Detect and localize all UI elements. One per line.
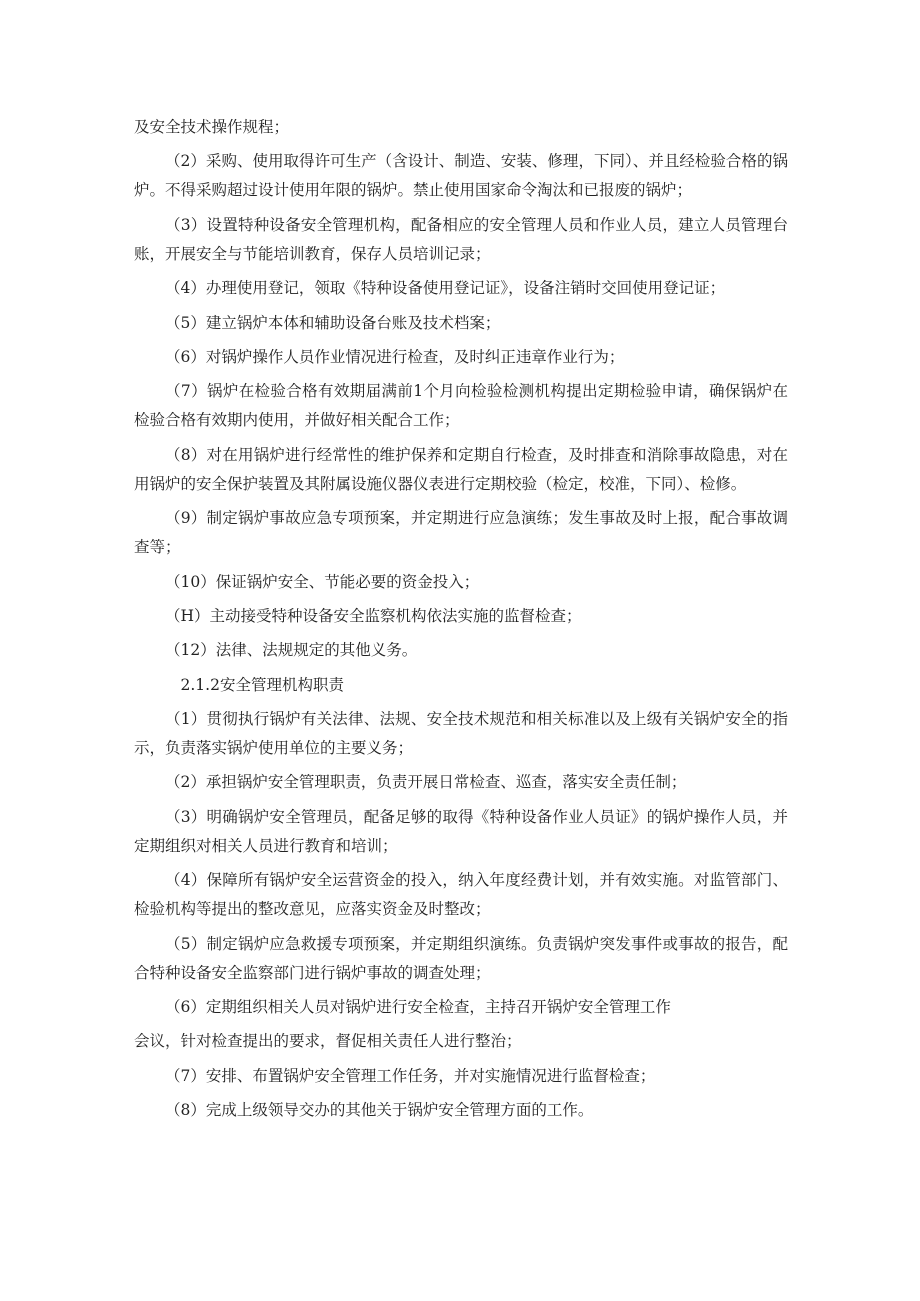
paragraph-item-10: （10）保证锅炉安全、节能必要的资金投入；	[165, 572, 480, 591]
paragraph-item-12: （12）法律、法规规定的其他义务。	[165, 641, 418, 660]
paragraph-item-3: （3）设置特种设备安全管理机构，配备相应的安全管理人员和作业人员，建立人员管理台账，开展安全与节能培训教育，保存人员培训记录；	[134, 215, 788, 263]
paragraph-item-9: （9）制定锅炉事故应急专项预案，并定期进行应急演练；发生事故及时上报，配合事故调查等；	[134, 509, 788, 557]
paragraph-item-2: （2）采购、使用取得许可生产（含设计、制造、安装、修理，下同）、并且经检验合格的锅炉。不得采购超过设计使用年限的锅炉。禁止使用国家命令淘汰和已报废的锅炉；	[134, 152, 788, 200]
section-item-6-continuation: 会议，针对检查提出的要求，督促相关责任人进行整治；	[134, 1032, 522, 1051]
paragraph-item-7: （7）锅炉在检验合格有效期届满前1个月向检验检测机构提出定期检验申请，确保锅炉在检验合格有效期内使用，并做好相关配合工作；	[134, 382, 788, 430]
section-item-7: （7）安排、布置锅炉安全管理工作任务，并对实施情况进行监督检查；	[165, 1066, 656, 1085]
section-item-4: （4）保障所有锅炉安全运营资金的投入，纳入年度经费计划，并有效实施。对监管部门、检验机构等提出的整改意见，应落实资金及时整改；	[134, 871, 788, 919]
document-body	[134, 113, 788, 1131]
section-item-8: （8）完成上级领导交办的其他关于锅炉安全管理方面的工作。	[165, 1101, 594, 1120]
paragraph-item-11: （H）主动接受特种设备安全监察机构依法实施的监督检查；	[165, 606, 582, 625]
paragraph-item-8: （8）对在用锅炉进行经常性的维护保养和定期自行检查，及时排查和消除事故隐患，对在用锅炉的安全保护装置及其附属设施仪器仪表进行定期校验（检定，校准，下同）、检修。	[134, 445, 788, 493]
paragraph-item-5: （5）建立锅炉本体和辅助设备台账及技术档案；	[165, 313, 501, 332]
paragraph-item-4: （4）办理使用登记，领取《特种设备使用登记证》，设备注销时交回使用登记证；	[165, 279, 726, 298]
section-item-1: （1）贯彻执行锅炉有关法律、法规、安全技术规范和相关标准以及上级有关锅炉安全的指示，负责落实锅炉使用单位的主要义务；	[134, 710, 788, 758]
section-heading: 2.1.2安全管理机构职责	[180, 675, 344, 694]
section-item-6: （6）定期组织相关人员对锅炉进行安全检查，主持召开锅炉安全管理工作	[165, 998, 671, 1017]
section-item-2: （2）承担锅炉安全管理职责，负责开展日常检查、巡查，落实安全责任制；	[165, 773, 687, 792]
paragraph-item-6: （6）对锅炉操作人员作业情况进行检查，及时纠正违章作业行为；	[165, 347, 625, 366]
section-item-3: （3）明确锅炉安全管理员，配备足够的取得《特种设备作业人员证》的锅炉操作人员，并定期组织对相关人员进行教育和培训；	[134, 807, 788, 855]
paragraph-continuation: 及安全技术操作规程；	[134, 118, 290, 136]
section-item-5: （5）制定锅炉应急救援专项预案，并定期组织演练。负责锅炉突发事件或事故的报告，配合特种设备安全监察部门进行锅炉事故的调查处理；	[134, 934, 788, 982]
